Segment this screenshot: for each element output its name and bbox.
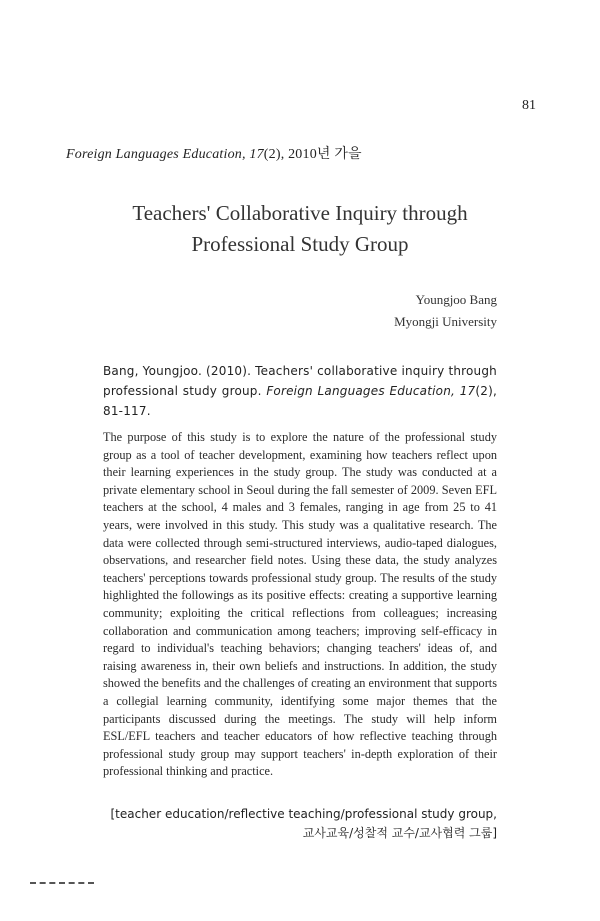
journal-header xyxy=(66,143,362,163)
citation xyxy=(103,361,497,421)
journal-issue: (2), 2010년 가을 xyxy=(263,147,362,162)
paper-title xyxy=(0,198,600,260)
keywords xyxy=(110,805,497,843)
author-name: Youngjoo Bang xyxy=(415,292,497,307)
keywords-line-1: [teacher education/reflective teaching/professional study group, xyxy=(110,807,497,821)
author-block xyxy=(394,289,497,333)
citation-suffix: (2), 81-117. xyxy=(103,384,497,418)
paper-title-line-1: Teachers' Collaborative Inquiry through xyxy=(132,201,468,225)
citation-journal: Foreign Languages Education, 17 xyxy=(266,384,476,398)
author-affiliation: Myongji University xyxy=(394,314,497,329)
journal-name: Foreign Languages Education, 17 xyxy=(66,147,264,162)
keywords-line-2: 교사교육/성찰적 교수/교사협력 그룹] xyxy=(302,826,497,840)
abstract: The purpose of this study is to explore the nature of the professional study group as a tool of teacher development, examining how teachers reflect upon their learning experiences in the study group. The study was conducted at a private elementary school in Seoul during the fall semester of 2009. Seven EFL teachers at the school, 4 males and 3 females, ranging in age from 25 to 41 years, were involved in this study. This study was a qualitative research. The data were collected through semi-structured interviews, audio-taped dialogues, observations, and researcher field notes. Using these data, the study analyzes teachers' perceptions towards professional study group. The results of the study highlighted the followings as its positive effects: creating a supportive learning community; exploiting the critical reflections from colleagues; increasing collaboration and communication among teachers; improving self-efficacy in regard to individual's teaching behaviors; changing teachers' ideas of, and raising awareness in, their own beliefs and instructions. In addition, the study showed the benefits and the challenges of creating an environment that supports a collegial learning community, identifying some major themes that the participants discussed during the meetings. The study will help inform ESL/EFL teachers and teacher educators of how reflective teaching through professional study group may support teachers' in-depth exploration of their professional thinking and practice. xyxy=(103,430,497,779)
footer-rule xyxy=(30,882,94,884)
citation-prefix: Bang, Youngjoo. (2010). Teachers' collaborative inquiry through professional study group. xyxy=(103,364,497,398)
paper-title-line-2: Professional Study Group xyxy=(191,232,409,256)
page-number: 81 xyxy=(522,98,536,113)
